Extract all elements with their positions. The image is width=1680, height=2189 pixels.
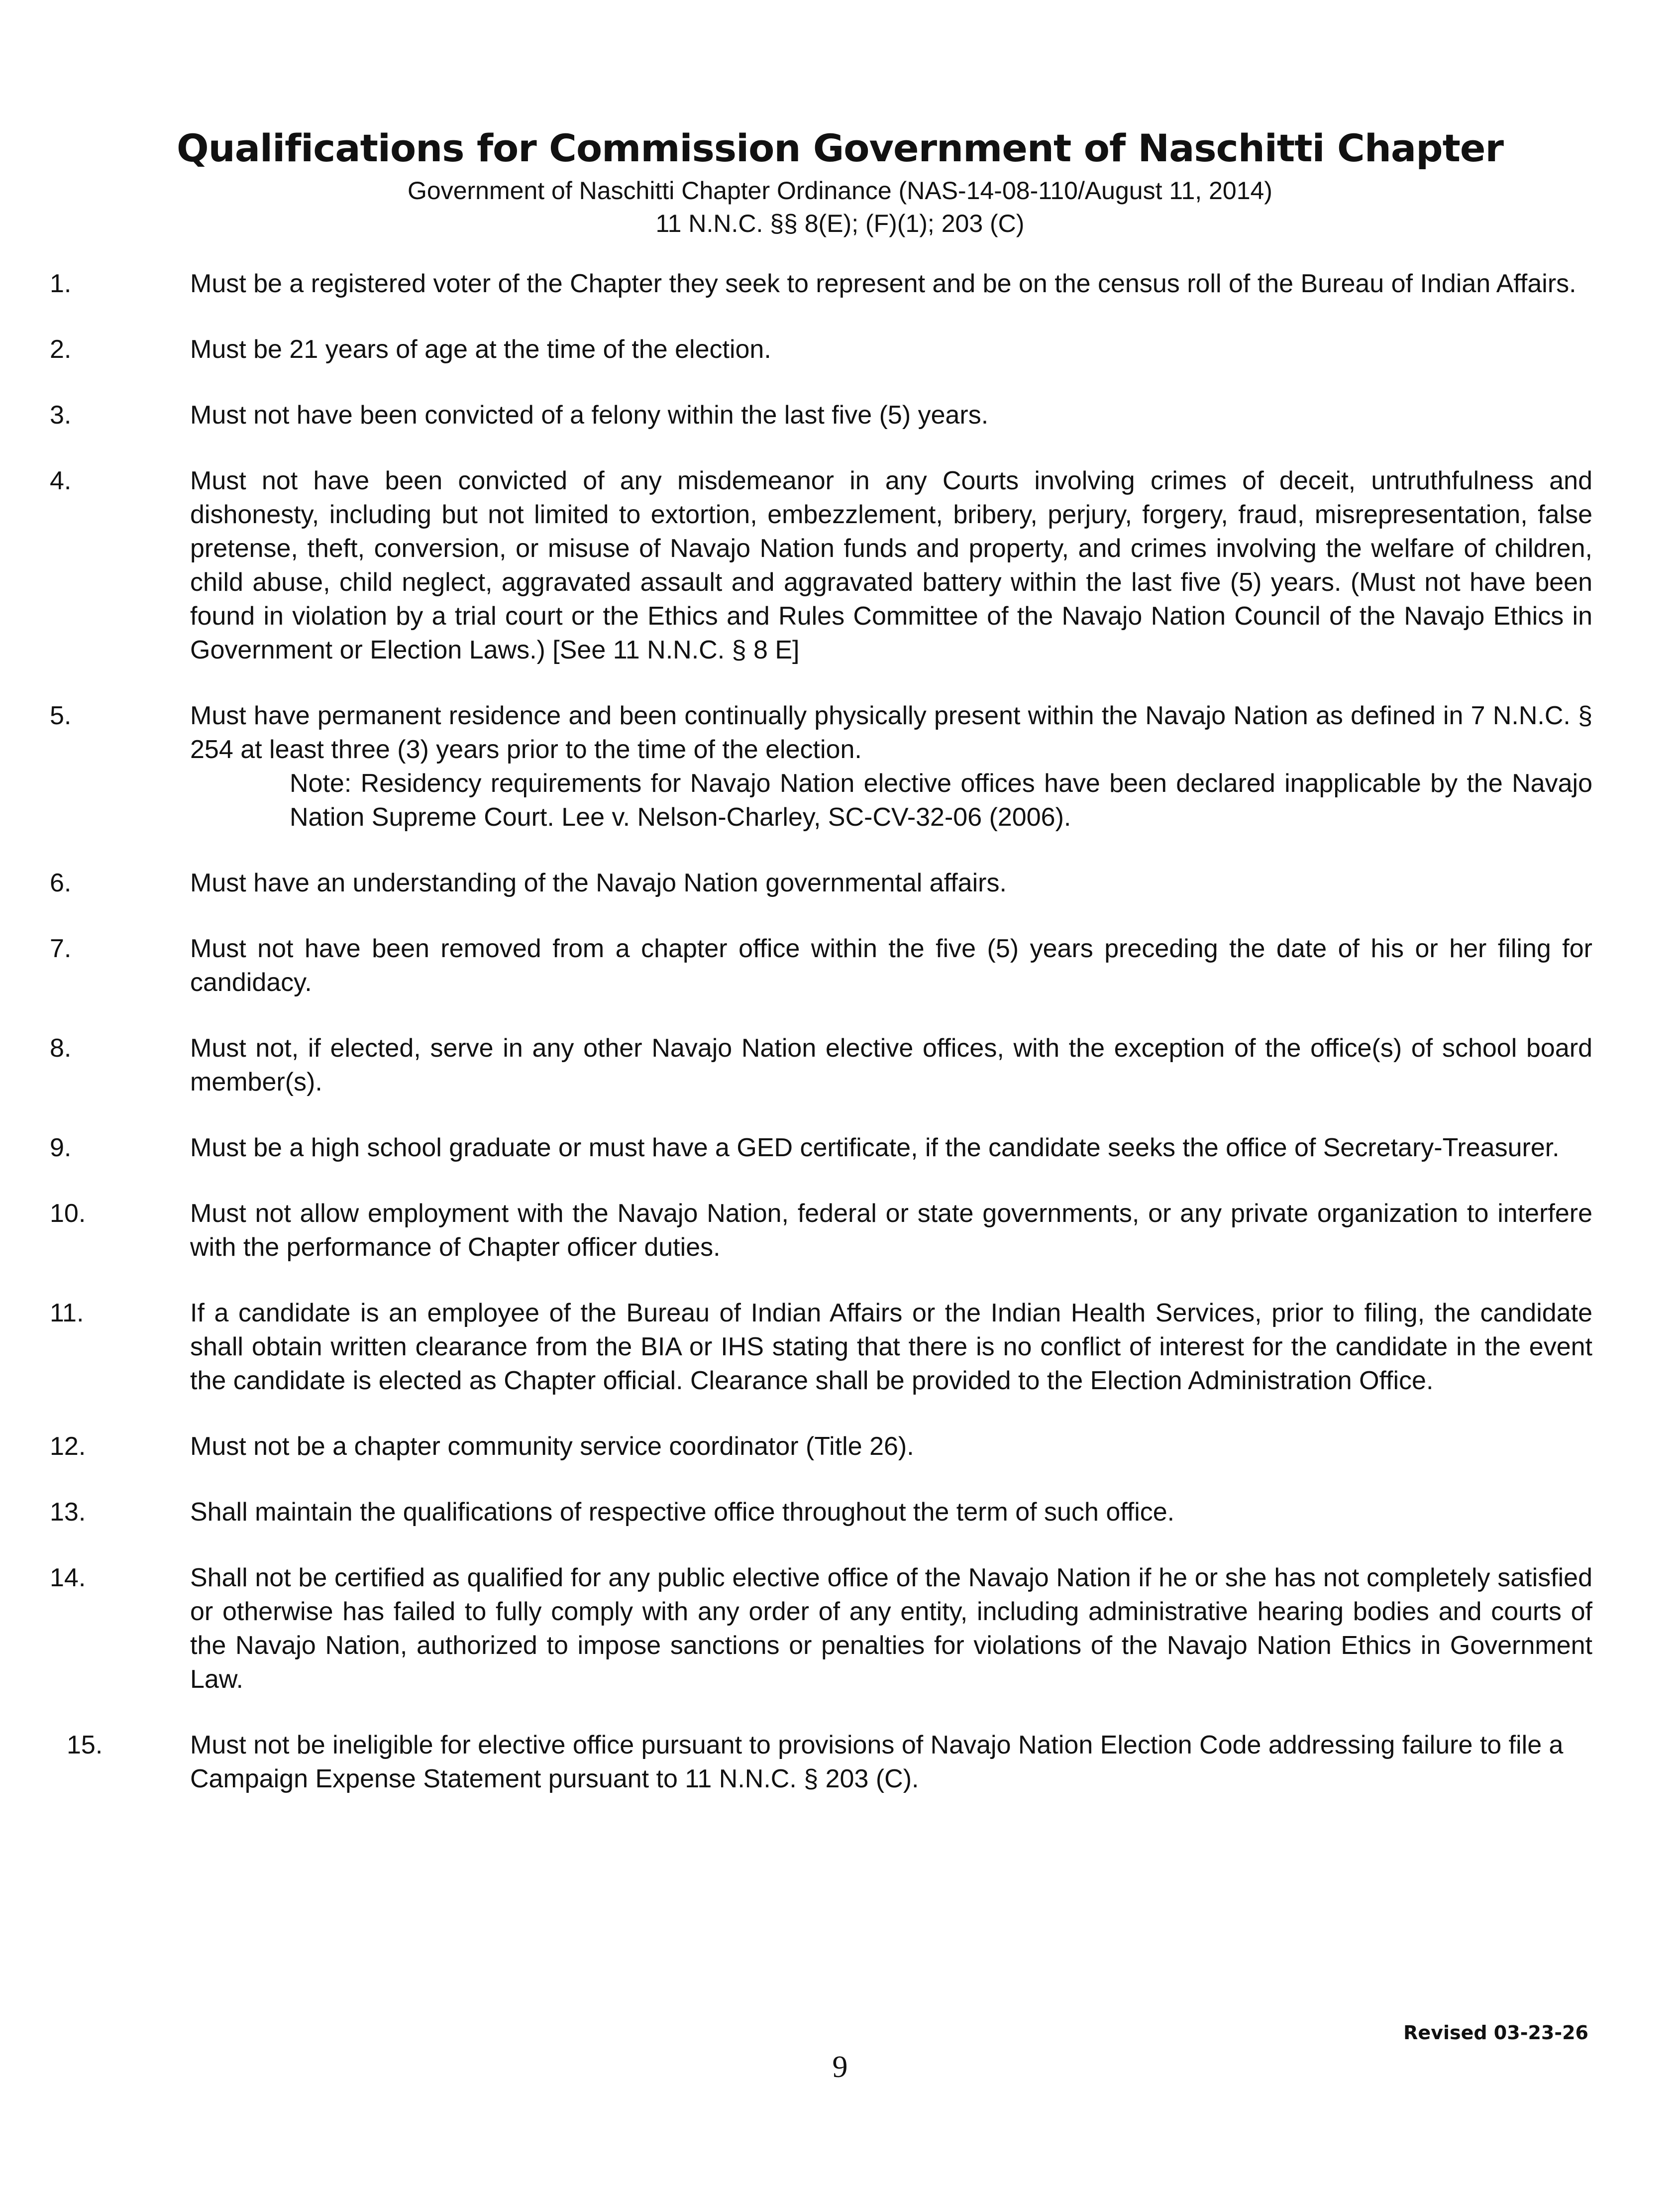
item-text: If a candidate is an employee of the Bureau of Indian Affairs or the Indian Health Services, prior to filing, the candidate shall obtain written clearance from the BIA or IHS stating that there is no conflict of interest for the candidate in the event the candidate is elected as Chapter official. Clearance shall be provided to the Election Administration Office. (190, 1299, 1592, 1395)
item-text: Must not be a chapter community service coordinator (Title 26). (190, 1432, 914, 1461)
item-number: 8. (50, 1034, 72, 1063)
document-title: Qualifications for Commission Government of Naschitti Chapter (177, 126, 1503, 170)
item-number: 15. (67, 1731, 103, 1759)
list-item (50, 267, 1592, 301)
list-item (50, 1197, 1592, 1264)
item-text: Shall not be certified as qualified for any public elective office of the Navajo Nation if he or she has not completely satisfied or otherwise has failed to fully comply with any order of any entity, including administrative hearing bodies and courts of the Navajo Nation, authorized to impose sanctions or penalties for violations of the Navajo Nation Ethics in Government Law. (190, 1563, 1592, 1694)
item-text: Must not allow employment with the Navajo Nation, federal or state governments, or any private organization to interfere with the performance of Chapter officer duties. (190, 1199, 1592, 1262)
document-header (0, 124, 1680, 240)
item-text: Must be 21 years of age at the time of the election. (190, 335, 771, 364)
item-text: Must not have been convicted of any misdemeanor in any Courts involving crimes of deceit, untruthfulness and dishonesty, including but not limited to extortion, embezzlement, bribery, perjury, forgery, fraud, misrepresentation, false pretense, theft, conversion, or misuse of Navajo Nation funds and property, and crimes involving the welfare of children, child abuse, child neglect, aggravated assault and aggravated battery within the last five (5) years. (Must not have been found in violation by a trial court or the Ethics and Rules Committee of the Navajo Nation Council of the Navajo Ethics in Government or Election Laws.) [See 11 N.N.C. § 8 E] (190, 466, 1592, 664)
list-item (50, 1296, 1592, 1398)
item-number: 1. (50, 269, 72, 298)
residency-note: Note: Residency requirements for Navajo Nation elective offices have been declared inapplicable by the Navajo Nation Supreme Court. Lee v. Nelson-Charley, SC-CV-32-06 (2006). (290, 769, 1592, 832)
item-number: 3. (50, 401, 72, 430)
item-number: 12. (50, 1432, 86, 1461)
list-item (50, 1728, 1592, 1796)
item-text: Must have an understanding of the Navajo Nation governmental affairs. (190, 869, 1007, 897)
list-item (50, 1429, 1592, 1463)
item-text: Must be a registered voter of the Chapter they seek to represent and be on the census roll of the Bureau of Indian Affairs. (190, 269, 1576, 298)
item-text: Shall maintain the qualifications of respective office throughout the term of such office. (190, 1498, 1175, 1527)
list-item (50, 398, 1592, 432)
code-citation: 11 N.N.C. §§ 8(E); (F)(1); 203 (C) (655, 210, 1025, 237)
list-item (50, 1131, 1592, 1165)
item-number: 11. (50, 1299, 84, 1327)
list-item (50, 866, 1592, 900)
list-item (50, 699, 1592, 834)
item-number: 13. (50, 1498, 86, 1527)
list-item (50, 464, 1592, 667)
list-item (50, 1495, 1592, 1529)
item-number: 14. (50, 1563, 86, 1592)
list-item (50, 1561, 1592, 1696)
ordinance-reference: Government of Naschitti Chapter Ordinance (NAS-14-08-110/August 11, 2014) (408, 177, 1272, 205)
page-number: 9 (832, 2050, 848, 2084)
item-number: 7. (50, 934, 72, 963)
item-number: 2. (50, 335, 72, 364)
item-text: Must not have been removed from a chapter office within the five (5) years preceding the date of his or her filing for candidacy. (190, 934, 1592, 997)
item-number: 10. (50, 1199, 86, 1228)
qualifications-list (50, 267, 1592, 1828)
list-item (50, 932, 1592, 999)
item-text: Must have permanent residence and been continually physically present within the Navajo Nation as defined in 7 N.N.C. § 254 at least three (3) years prior to the time of the election. (190, 701, 1592, 764)
revision-date: Revised 03-23-26 (1403, 2022, 1588, 2044)
item-number: 6. (50, 869, 72, 897)
item-text: Must not have been convicted of a felony within the last five (5) years. (190, 401, 989, 430)
item-text: Must not be ineligible for elective office pursuant to provisions of Navajo Nation Election Code addressing failure to file a Campaign Expense Statement pursuant to 11 N.N.C. § 203 (C). (190, 1731, 1564, 1793)
list-item (50, 332, 1592, 366)
item-number: 4. (50, 466, 72, 495)
item-number: 5. (50, 701, 72, 730)
item-text: Must be a high school graduate or must have a GED certificate, if the candidate seeks the office of Secretary-Treasurer. (190, 1133, 1560, 1162)
item-number: 9. (50, 1133, 72, 1162)
item-text: Must not, if elected, serve in any other Navajo Nation elective offices, with the exception of the office(s) of school board member(s). (190, 1034, 1592, 1096)
list-item (50, 1031, 1592, 1099)
